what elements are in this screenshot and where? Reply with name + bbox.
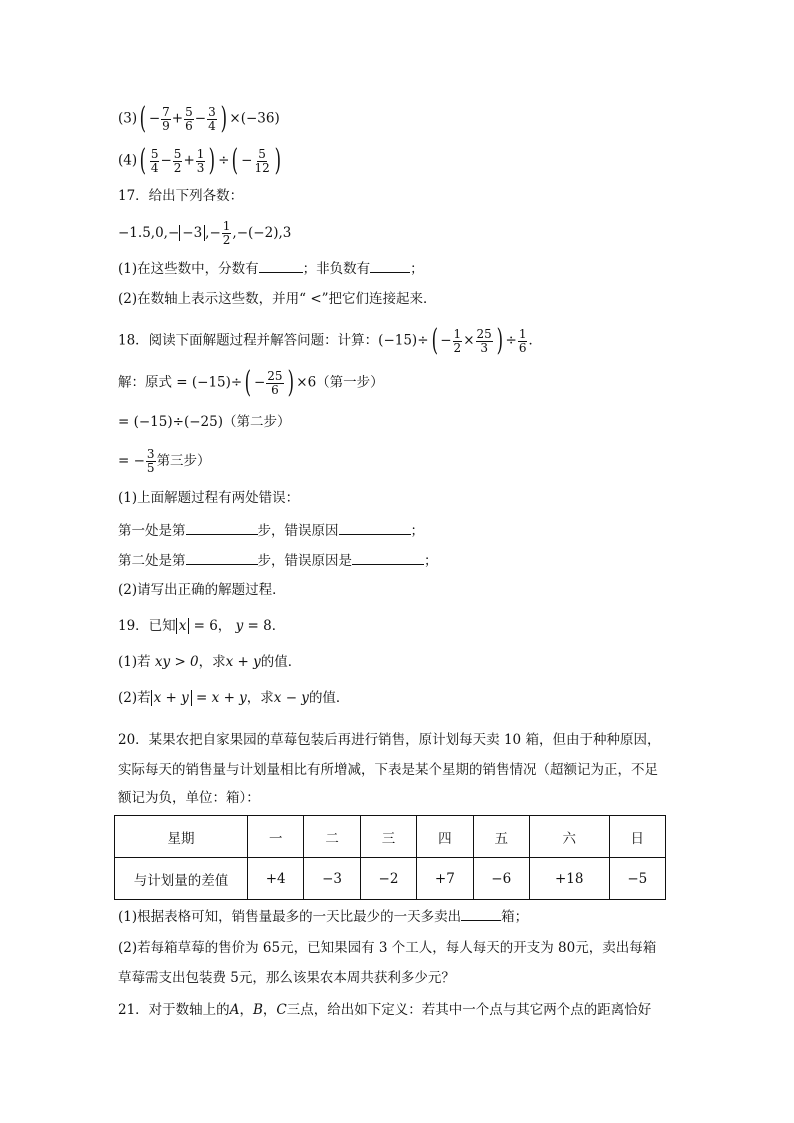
left-paren: ( [244,365,252,400]
question-text: ，求 [246,690,274,706]
question-text: ；非负数有 [302,261,371,277]
numerator: 5 [185,104,193,119]
item-label: (4) [118,152,138,169]
minus-sign: − [440,332,452,349]
point-label: C [276,1002,287,1018]
denominator: 12 [254,160,270,175]
left-paren: ( [431,323,438,358]
answer-blank[interactable] [461,906,501,921]
question-text: (1)若 [118,654,155,670]
question-text: 第一处是第 [118,523,186,539]
problem-20-q1 [118,906,528,927]
numerator: 1 [196,146,205,161]
problem-18-step-3 [118,448,211,475]
numerator: 5 [258,146,266,161]
problem-20-line-2: 实际每天的销售量与计划量相比有所增减，下表是某个星期的销售情况（超额记为正，不足 [118,762,658,778]
numerator: 5 [150,146,159,161]
problem-16-item-3 [118,101,280,136]
term-sign: − [241,152,253,169]
fraction [207,106,217,133]
right-paren: ) [274,143,281,178]
denominator: 2 [173,160,182,175]
table-header-cell: 二 [304,816,360,858]
problem-19-title [118,616,285,636]
term-sign: − [194,110,207,127]
question-text: 步，错误原因是 [257,553,352,569]
denominator: 2 [453,340,462,355]
answer-blank[interactable] [259,258,303,273]
problem-17-q1 [118,258,424,279]
question-text: 箱； [501,909,529,925]
answer-blank[interactable] [352,550,424,565]
term-sign: − [160,152,172,169]
problem-16-item-4 [118,143,283,178]
denominator: 6 [271,382,279,397]
numerator: 3 [208,104,216,119]
numerator: 5 [173,146,182,161]
answer-blank[interactable] [186,550,258,565]
separator: ， [262,1002,277,1018]
question-text: 的值． [260,654,302,670]
problem-18-step-1 [118,365,384,400]
division-sign: ÷ [218,152,230,169]
question-text: 19．已知 [118,618,176,634]
question-text: ； [424,553,438,569]
denominator: 3 [480,340,488,355]
point-label: A [229,1002,240,1018]
fraction [173,148,183,175]
denominator: 3 [196,160,205,175]
times-sign: × [463,332,475,349]
term-sign: + [171,110,184,127]
sales-table [114,815,666,900]
problem-19-q2 [118,688,349,708]
numerator: 3 [146,447,155,461]
answer-blank[interactable] [186,520,258,535]
denominator: 2 [222,233,231,247]
table-header-cell: 五 [473,816,529,858]
fraction [476,328,493,355]
right-paren: ) [496,323,503,358]
table-row-header [115,816,666,858]
denominator: 5 [146,461,155,475]
problem-18-step-2: = (−15)÷(−25)（第二步） [118,414,291,430]
question-text: 第二处是第 [118,553,186,569]
question-text: ． [528,332,542,349]
question-text: = 6， [189,618,236,634]
step-text: ×6（第一步） [296,374,384,391]
problem-21-line-1 [118,1000,651,1020]
item-label: (3) [118,110,138,127]
separator: ， [239,1002,253,1018]
condition-expression: = x + y [191,690,247,706]
table-header-cell: 三 [360,816,416,858]
step-text: 第三步） [156,453,211,469]
problem-20-line-1: 20．某果农把自家果园的草莓包装后再进行销售，原计划每天卖 10 箱，但由于种种原因， [118,732,661,748]
question-text: ； [410,261,424,277]
point-label: B [252,1002,263,1018]
question-text: 21．对于数轴上的 [118,1002,230,1018]
variable: y [235,618,244,634]
numbers-text: ,−(−2),3 [232,225,292,241]
question-text: = 8． [243,618,286,634]
table-cell: +4 [248,858,304,900]
problem-17-q2: (2)在数轴上表示这些数，并用“ <”把它们连接起来． [118,291,437,307]
fraction [222,220,232,247]
problem-20-q2-line-1: (2)若每箱草莓的售价为 65元，已知果园有 3 个工人，每人每天的开支为 80元，卖出每箱 [118,940,657,956]
denominator: 4 [208,118,216,133]
question-text: 三点，给出如下定义：若其中一个点与其它两个点的距离恰好 [286,1002,652,1018]
table-row-label: 与计划量的差值 [115,858,248,900]
question-text: 18．阅读下面解题过程并解答问题：计算：(−15)÷ [118,332,429,349]
expression-tail: ×(−36) [229,110,280,127]
right-paren: ) [220,101,227,136]
numbers-text: −1.5,0,− [118,225,180,241]
numbers-text: ,− [205,225,221,241]
table-cell: −5 [609,858,665,900]
numerator: 1 [518,326,527,341]
numerator: 25 [476,326,492,341]
problem-18-error-2 [118,550,438,571]
problem-18-q1: (1)上面解题过程有两处错误： [118,490,300,506]
numerator: 25 [267,368,283,383]
table-row [115,858,666,900]
problem-17-numbers [118,220,291,247]
table-cell: +18 [529,858,609,900]
denominator: 4 [150,160,159,175]
table-header-cell: 一 [248,816,304,858]
answer-blank[interactable] [339,520,411,535]
left-paren: ( [232,143,239,178]
problem-18-q2: (2)请写出正确的解题过程． [118,582,286,598]
table-header-cell: 星期 [115,816,248,858]
fraction [253,148,270,175]
question-text: 步，错误原因 [257,523,339,539]
step-text: = − [118,453,145,469]
fraction [196,148,206,175]
target-expression: x + y [225,654,261,670]
term-sign: + [183,152,195,169]
table-cell: −2 [360,858,416,900]
denominator: 6 [518,340,527,355]
left-paren: ( [139,101,147,136]
problem-18-title [118,323,542,358]
numerator: 7 [162,104,170,119]
fraction [150,148,160,175]
question-text: 的值． [308,690,350,706]
target-expression: x − y [273,690,309,706]
fraction [146,448,156,475]
denominator: 6 [185,118,193,133]
absolute-value: −3 [179,225,205,241]
problem-20-line-3: 额记为负，单位：箱）： [118,790,260,806]
fraction [518,328,528,355]
question-text: (2)若 [118,690,151,706]
table-header-cell: 四 [417,816,473,858]
right-paren: ) [209,143,216,178]
table-header-cell: 日 [609,816,665,858]
question-text: (1)在这些数中，分数有 [118,261,259,277]
problem-19-q1 [118,652,301,672]
numerator: 1 [222,219,231,233]
table-cell: −3 [304,858,360,900]
fraction [184,106,194,133]
problem-20-q2-line-2: 草莓需支出包装费 5元，那么该果农本周共获利多少元？ [118,970,455,986]
fraction [453,328,463,355]
fraction [161,106,171,133]
table-cell: −6 [473,858,529,900]
absolute-value: x [176,618,190,634]
step-text: 解：原式 = (−15)÷ [118,374,243,391]
question-text: ； [410,523,424,539]
answer-blank[interactable] [370,258,410,273]
problem-18-error-1 [118,520,424,541]
term-sign: − [148,110,161,127]
left-paren: ( [139,143,147,178]
condition-expression: xy > 0 [154,654,199,670]
division-sign: ÷ [505,332,517,349]
table-header-cell: 六 [529,816,609,858]
absolute-value: x + y [151,690,192,706]
table-cell: +7 [417,858,473,900]
fraction [266,370,283,397]
right-paren: ) [287,365,294,400]
question-text: ，求 [198,654,226,670]
denominator: 9 [162,118,170,133]
problem-17-title: 17．给出下列各数： [118,188,244,204]
minus-sign: − [253,374,266,391]
numerator: 1 [453,326,462,341]
question-text: (1)根据表格可知，销售量最多的一天比最少的一天多卖出 [118,909,462,925]
